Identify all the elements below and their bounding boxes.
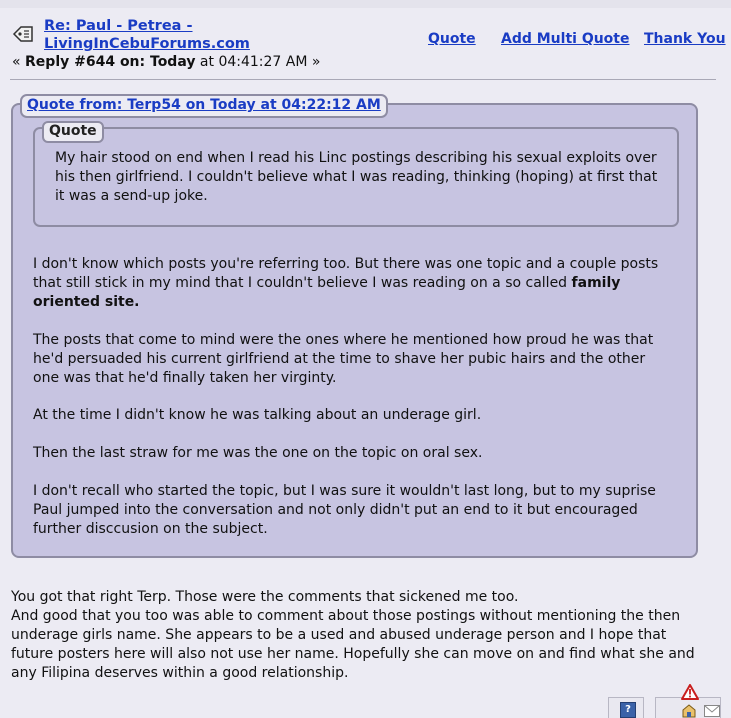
warning-icon[interactable]	[681, 684, 699, 700]
mail-icon[interactable]	[704, 705, 720, 717]
reply-line-1: You got that right Terp. Those were the comments that sickened me too.	[11, 589, 519, 605]
quote-paragraph-1-text: I don't know which posts you're referring too. But there was one topic and a couple posts that still stick in my mind that I couldn't believe I was reading on a so called	[33, 256, 659, 291]
help-icon[interactable]: ?	[620, 702, 636, 718]
reply-time: at 04:41:27 AM »	[195, 54, 321, 70]
post-title-line2[interactable]: LivingInCebuForums.com	[44, 36, 250, 52]
reply-body	[11, 588, 711, 683]
reply-meta	[12, 53, 320, 71]
quote-paragraph-1	[33, 255, 673, 312]
reply-number: Reply #644 on: Today	[25, 54, 196, 70]
outer-quote-header-link[interactable]: Quote from: Terp54 on Today at 04:22:12 AM	[20, 94, 388, 118]
inner-quote-text: My hair stood on end when I read his Linc postings describing his sexual exploits over his then girlfriend. I couldn't believe what I was reading, thinking (hoping) at first that it was a send-up joke.	[55, 150, 658, 204]
inner-quote-label: Quote	[42, 121, 104, 143]
post-title-link[interactable]	[44, 17, 304, 53]
quote-button[interactable]: Quote	[428, 31, 476, 47]
reply-line-2: And good that you too was able to comment about those postings without mentioning the then underage girls name. She appears to be a used and abused underage person and I hope that future posters here will also not use her name. Hopefully she can move on and find what she and any Filipina deserves within a good relationship.	[11, 608, 695, 681]
quote-paragraph-1-bold: family oriented site.	[33, 275, 621, 310]
thank-you-button[interactable]: Thank You	[644, 31, 726, 47]
quote-paragraph-3: At the time I didn't know he was talking about an underage girl.	[33, 407, 482, 423]
post-tag-icon	[12, 25, 34, 43]
report-icon[interactable]	[681, 703, 697, 718]
header-divider	[10, 79, 716, 80]
quote-paragraph-2: The posts that come to mind were the ones where he mentioned how proud he was that he'd persuaded his current girlfriend at the time to shave her pubic hairs and the other one was that he'd finally taken her virginty.	[33, 332, 654, 386]
quote-paragraph-4: Then the last straw for me was the one on the topic on oral sex.	[33, 445, 483, 461]
reply-prefix: «	[12, 54, 26, 70]
post-title-line1[interactable]: Re: Paul - Petrea -	[44, 18, 193, 34]
add-multi-quote-button[interactable]: Add Multi Quote	[501, 31, 630, 47]
quote-paragraph-5: I don't recall who started the topic, but I was sure it wouldn't last long, but to my suprise Paul jumped into the conversation and not only didn't put an end to it but encouraged further disccusion on the subject.	[33, 483, 656, 537]
